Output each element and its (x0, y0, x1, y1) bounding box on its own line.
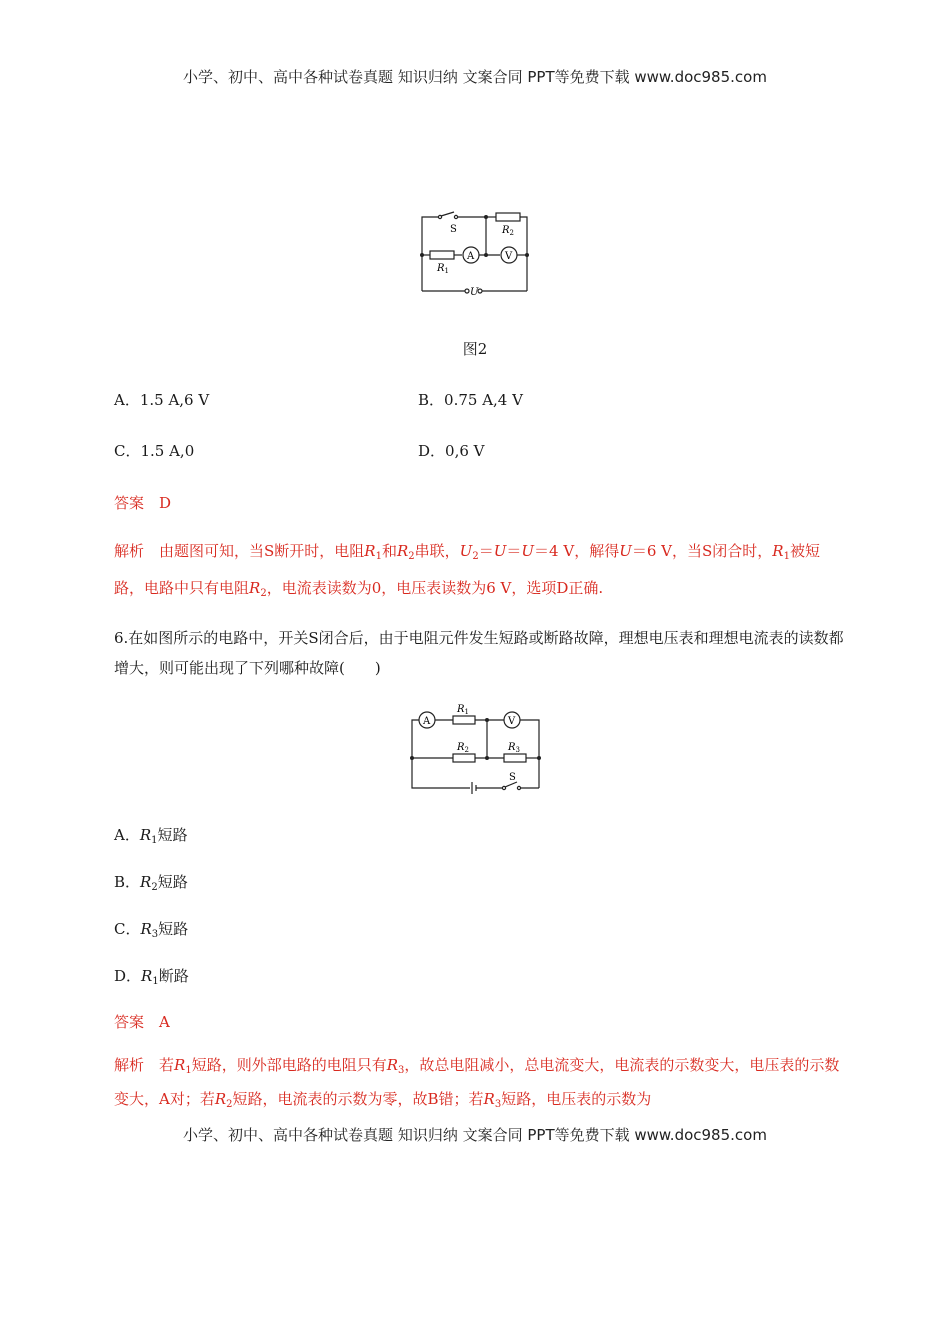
circuit-figure-2 (410, 205, 540, 300)
resistor-r1 (430, 251, 454, 259)
resistor-r2 (496, 213, 520, 221)
junction-dot (485, 718, 489, 722)
q5-answer: 答案 D (114, 494, 172, 512)
junction-dot (537, 756, 541, 760)
page-header: 小学、初中、高中各种试卷真题 知识归纳 文案合同 PPT等免费下载 www.doc985.com (183, 68, 767, 86)
q5-option-a: A．1.5 A,6 V (114, 391, 210, 409)
q6-option-c: C．$R_3$短路 (114, 920, 189, 940)
resistor-r2 (453, 754, 475, 762)
q6-analysis: 解析 若$R_1$短路，则外部电路的电阻只有$R_3$，故总电阻减小，总电流变大，电流表的示数变大，电压表的示数变大，A对；若$R_2$短路，电流表的示数为零，故B错；若$R_3$短路，电压表的示数为 (114, 1056, 840, 1110)
junction-dot (484, 215, 488, 219)
r2-label: $R_2$ (502, 225, 514, 237)
q5-analysis: 解析 由题图可知，当S断开时，电阻$R_1$和$R_2$串联，$U_2=U=U=4$ V，解得U＝6 V，当S闭合时，$R_1$被短路，电路中只有电阻$R_2$，电流表读数为0，电压表读数为6 V，选项D正确. (114, 542, 820, 599)
voltmeter-label: V (508, 716, 516, 727)
r2-label: $R_2$ (457, 742, 469, 754)
r1-label: $R_1$ (437, 263, 449, 275)
q6-stem: 6.在如图所示的电路中，开关S闭合后，由于电阻元件发生短路或断路故障，理想电压表和理想电流表的读数都增大，则可能出现了下列哪种故障( ) (114, 629, 844, 677)
resistor-r1 (453, 716, 475, 724)
analysis-label: 解析 (114, 1056, 145, 1074)
figure-caption: 图2 (462, 340, 488, 358)
q6-option-a: A．$R_1$短路 (114, 826, 188, 846)
q5-option-b: B．0.75 A,4 V (418, 391, 523, 409)
q5-option-c: C．1.5 A,0 (114, 442, 195, 460)
q6-answer: 答案 A (114, 1013, 170, 1031)
page-footer: 小学、初中、高中各种试卷真题 知识归纳 文案合同 PPT等免费下载 www.doc985.com (183, 1126, 767, 1144)
junction-dot (410, 756, 414, 760)
resistor-r3 (504, 754, 526, 762)
switch-label: S (450, 224, 457, 235)
junction-dot (485, 756, 489, 760)
q6-option-d: D．$R_1$断路 (114, 967, 189, 987)
q6-option-b: B．$R_2$短路 (114, 873, 188, 893)
source-label: U (470, 287, 479, 298)
ammeter-label: A (467, 251, 475, 262)
r3-label: $R_3$ (508, 742, 520, 754)
junction-dot (420, 253, 424, 257)
q5-option-d: D．0,6 V (418, 442, 485, 460)
junction-dot (484, 253, 488, 257)
circuit-figure-q6 (405, 702, 545, 797)
r1-label: $R_1$ (457, 704, 469, 716)
switch-blade (441, 212, 454, 216)
analysis-label: 解析 (114, 542, 145, 560)
voltmeter-label: V (505, 251, 513, 262)
ammeter-label: A (423, 716, 431, 727)
switch-label: S (509, 772, 516, 783)
junction-dot (525, 253, 529, 257)
